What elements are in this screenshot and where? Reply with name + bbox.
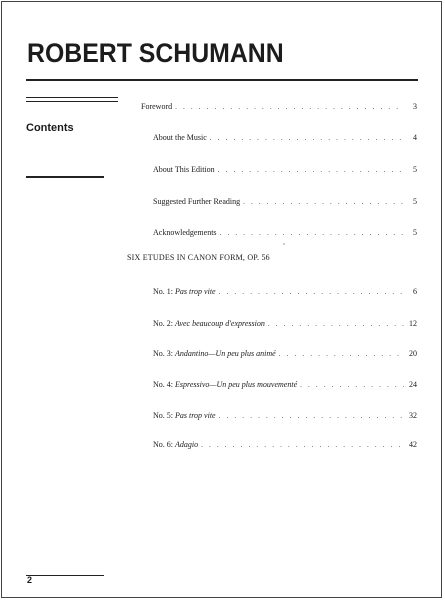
page-number: 2 — [27, 575, 33, 585]
dot-leader — [300, 378, 404, 392]
dot-leader — [220, 226, 404, 240]
dot-leader — [201, 438, 404, 452]
toc-entry-label: About the Music — [153, 133, 207, 142]
toc-entry-piece-3[interactable] — [153, 347, 417, 361]
toc-entry-page: 3 — [413, 102, 417, 111]
dot-leader — [219, 409, 404, 423]
dot-leader — [175, 100, 404, 114]
toc-entry-label — [153, 347, 276, 361]
piece-number: No. 3: — [153, 349, 175, 358]
dot-leader — [243, 195, 404, 209]
piece-tempo: Andantino—Un peu plus animé — [175, 349, 276, 358]
toc-entry-label — [153, 378, 297, 392]
toc-entry-piece-1[interactable] — [153, 285, 417, 299]
dot-leader — [210, 131, 404, 145]
toc-entry-piece-2[interactable] — [153, 317, 417, 331]
toc-entry-page: 6 — [413, 287, 417, 296]
toc-entry-about-edition[interactable] — [153, 163, 417, 177]
toc-entry-label: Acknowledgements — [153, 228, 217, 237]
toc-entry-piece-5[interactable] — [153, 409, 417, 423]
toc-entry-about-music[interactable] — [153, 131, 417, 145]
toc-entry-page: 5 — [413, 165, 417, 174]
piece-tempo: Adagio — [175, 440, 199, 449]
contents-heading: Contents — [26, 122, 74, 134]
folio-rule — [26, 575, 104, 576]
toc-entry-label — [153, 409, 216, 423]
piece-tempo: Pas trop vite — [175, 411, 216, 420]
toc-entry-further-reading[interactable] — [153, 195, 417, 209]
toc-entry-page: 12 — [409, 319, 417, 328]
toc-entry-page: 4 — [413, 133, 417, 142]
piece-number: No. 2: — [153, 319, 175, 328]
piece-tempo: Espressivo—Un peu plus mouvementé — [175, 380, 298, 389]
piece-number: No. 5: — [153, 411, 175, 420]
print-speck — [283, 243, 285, 245]
toc-entry-acknowledgements[interactable] — [153, 226, 417, 240]
piece-number: No. 1: — [153, 287, 175, 296]
toc-entry-label: Foreword — [141, 102, 173, 111]
toc-entry-page: 42 — [409, 440, 417, 449]
piece-tempo: Avec beaucoup d'expression — [175, 319, 265, 328]
toc-entry-piece-4[interactable] — [153, 378, 417, 392]
dot-leader — [219, 285, 404, 299]
toc-entry-label — [153, 285, 216, 299]
toc-entry-page: 24 — [409, 380, 417, 389]
toc-entry-label: Suggested Further Reading — [153, 197, 241, 206]
piece-number: No. 4: — [153, 380, 175, 389]
dot-leader — [279, 347, 404, 361]
toc-entry-page: 5 — [413, 228, 417, 237]
toc-entry-foreword[interactable] — [141, 100, 417, 114]
dot-leader — [218, 163, 404, 177]
dot-leader — [268, 317, 404, 331]
page-title: ROBERT SCHUMANN — [27, 38, 284, 68]
piece-tempo: Pas trop vite — [175, 287, 216, 296]
toc-entry-label: About This Edition — [153, 165, 215, 174]
toc-entry-label — [153, 317, 265, 331]
toc-entry-page: 32 — [409, 411, 417, 420]
section-heading: SIX ETUDES IN CANON FORM, OP. 56 — [127, 253, 270, 262]
toc-entry-page: 5 — [413, 197, 417, 206]
piece-number: No. 6: — [153, 440, 175, 449]
toc-entry-piece-6[interactable] — [153, 438, 417, 452]
toc-entry-page: 20 — [409, 349, 417, 358]
toc-entry-label — [153, 438, 198, 452]
